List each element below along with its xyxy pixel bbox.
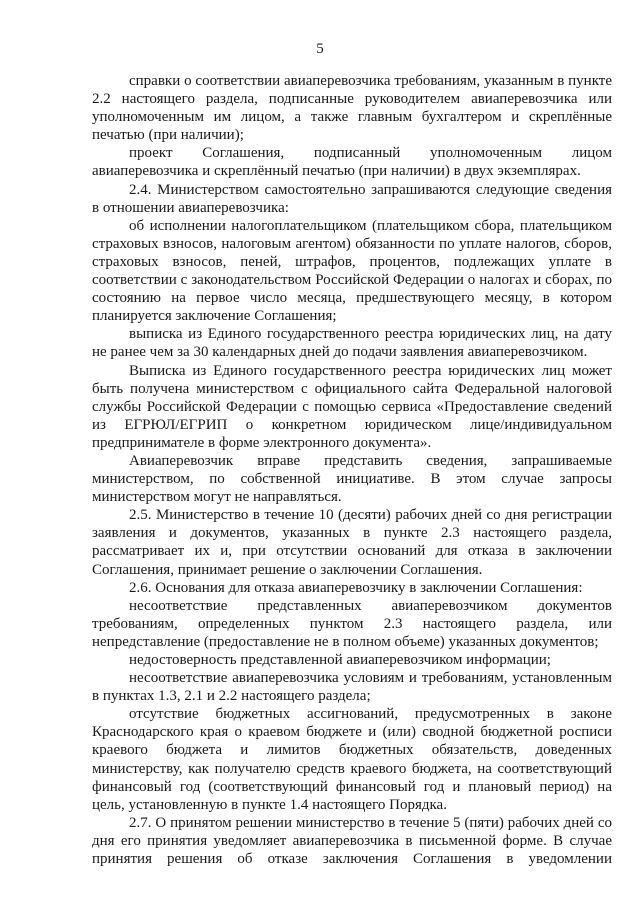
paragraph-2-5: 2.5. Министерство в течение 10 (десяти) рабочих дней со дня регистрации заявления и документов, указанных в пункте 2.3 настоящего раздела, рассматривает их и, при отсутствии оснований для отказа в заключении Соглашения, принимает решение о заключении Соглашения. [92, 507, 612, 578]
paragraph-2-6: 2.6. Основания для отказа авиаперевозчику в заключении Соглашения: [129, 579, 583, 596]
paragraph-egrul-extract: выписка из Единого государственного реестра юридических лиц, на дату не ранее чем за 30 календарных дней до подачи заявления авиаперевозчиком. [92, 326, 612, 361]
page-number: 5 [316, 41, 324, 57]
paragraph-own-initiative: Авиаперевозчик вправе представить сведения, запрашиваемые министерством, по собственной инициативе. В этом случае запросы министерством могут не направляться. [92, 452, 612, 506]
paragraph-noncompliance-conditions: несоответствие авиаперевозчика условиям и требованиям, установленным в пунктах 1.3, 2.1 и 2.2 настоящего раздела; [92, 670, 612, 705]
paragraph-tax-obligations: об исполнении налогоплательщиком (плательщиком сбора, плательщиком страховых взносов, налоговым агентом) обязанности по уплате налогов, сборов, страховых взносов, пеней, штрафов, процентов, подлежащих уплате в соответствии с законодательством Российской Федерации о налогах и сборах, по состоянию на первое число месяца, предшествующего месяцу, в котором планируется заключение Соглашения; [92, 217, 612, 325]
body-text [92, 72, 612, 868]
paragraph-certificates: справки о соответствии авиаперевозчика требованиям, указанным в пункте 2.2 настоящего раздела, подписанные руководителем авиаперевозчика или уполномоченным им лицом, а также главным бухгалтером и скреплённые печатью (при наличии); [92, 73, 612, 144]
paragraph-2-7: 2.7. О принятом решении министерство в течение 5 (пяти) рабочих дней со дня его принятия уведомляет авиаперевозчика в письменной форме. В случае принятия решения об отказе заключения Соглашения в уведомлении [92, 814, 612, 868]
paragraph-fns-service: Выписка из Единого государственного реестра юридических лиц может быть получена министерством с официального сайта Федеральной налоговой службы Российской Федерации с помощью сервиса «Предоставление сведений из ЕГРЮЛ/ЕГРИП о конкретном юридическом лице/индивидуальном предпринимателе в форме электронного документа». [92, 362, 612, 451]
paragraph-draft-agreement: проект Соглашения, подписанный уполномоченным лицом авиаперевозчика и скреплённый печатью (при наличии) в двух экземплярах. [92, 145, 612, 180]
paragraph-no-budget: отсутствие бюджетных ассигнований, предусмотренных в законе Краснодарского края о краевом бюджете и (или) сводной бюджетной росписи краевого бюджета и лимитов бюджетных обязательств, доведенных министерству, как получателю средств краевого бюджета, на соответствующий финансовый год (соответствующий финансовый год и плановый период) на цель, установленную в пункте 1.4 настоящего Порядка. [92, 706, 612, 813]
paragraph-noncompliance-documents: несоответствие представленных авиаперевозчиком документов требованиям, определенных пунктом 2.3 настоящего раздела, или непредставление (предоставление не в полном объеме) указанных документов; [92, 597, 612, 650]
paragraph-2-4: 2.4. Министерством самостоятельно запрашиваются следующие сведения в отношении авиаперевозчика: [92, 181, 612, 216]
paragraph-inaccuracy: недостоверность представленной авиаперевозчиком информации; [129, 652, 551, 668]
